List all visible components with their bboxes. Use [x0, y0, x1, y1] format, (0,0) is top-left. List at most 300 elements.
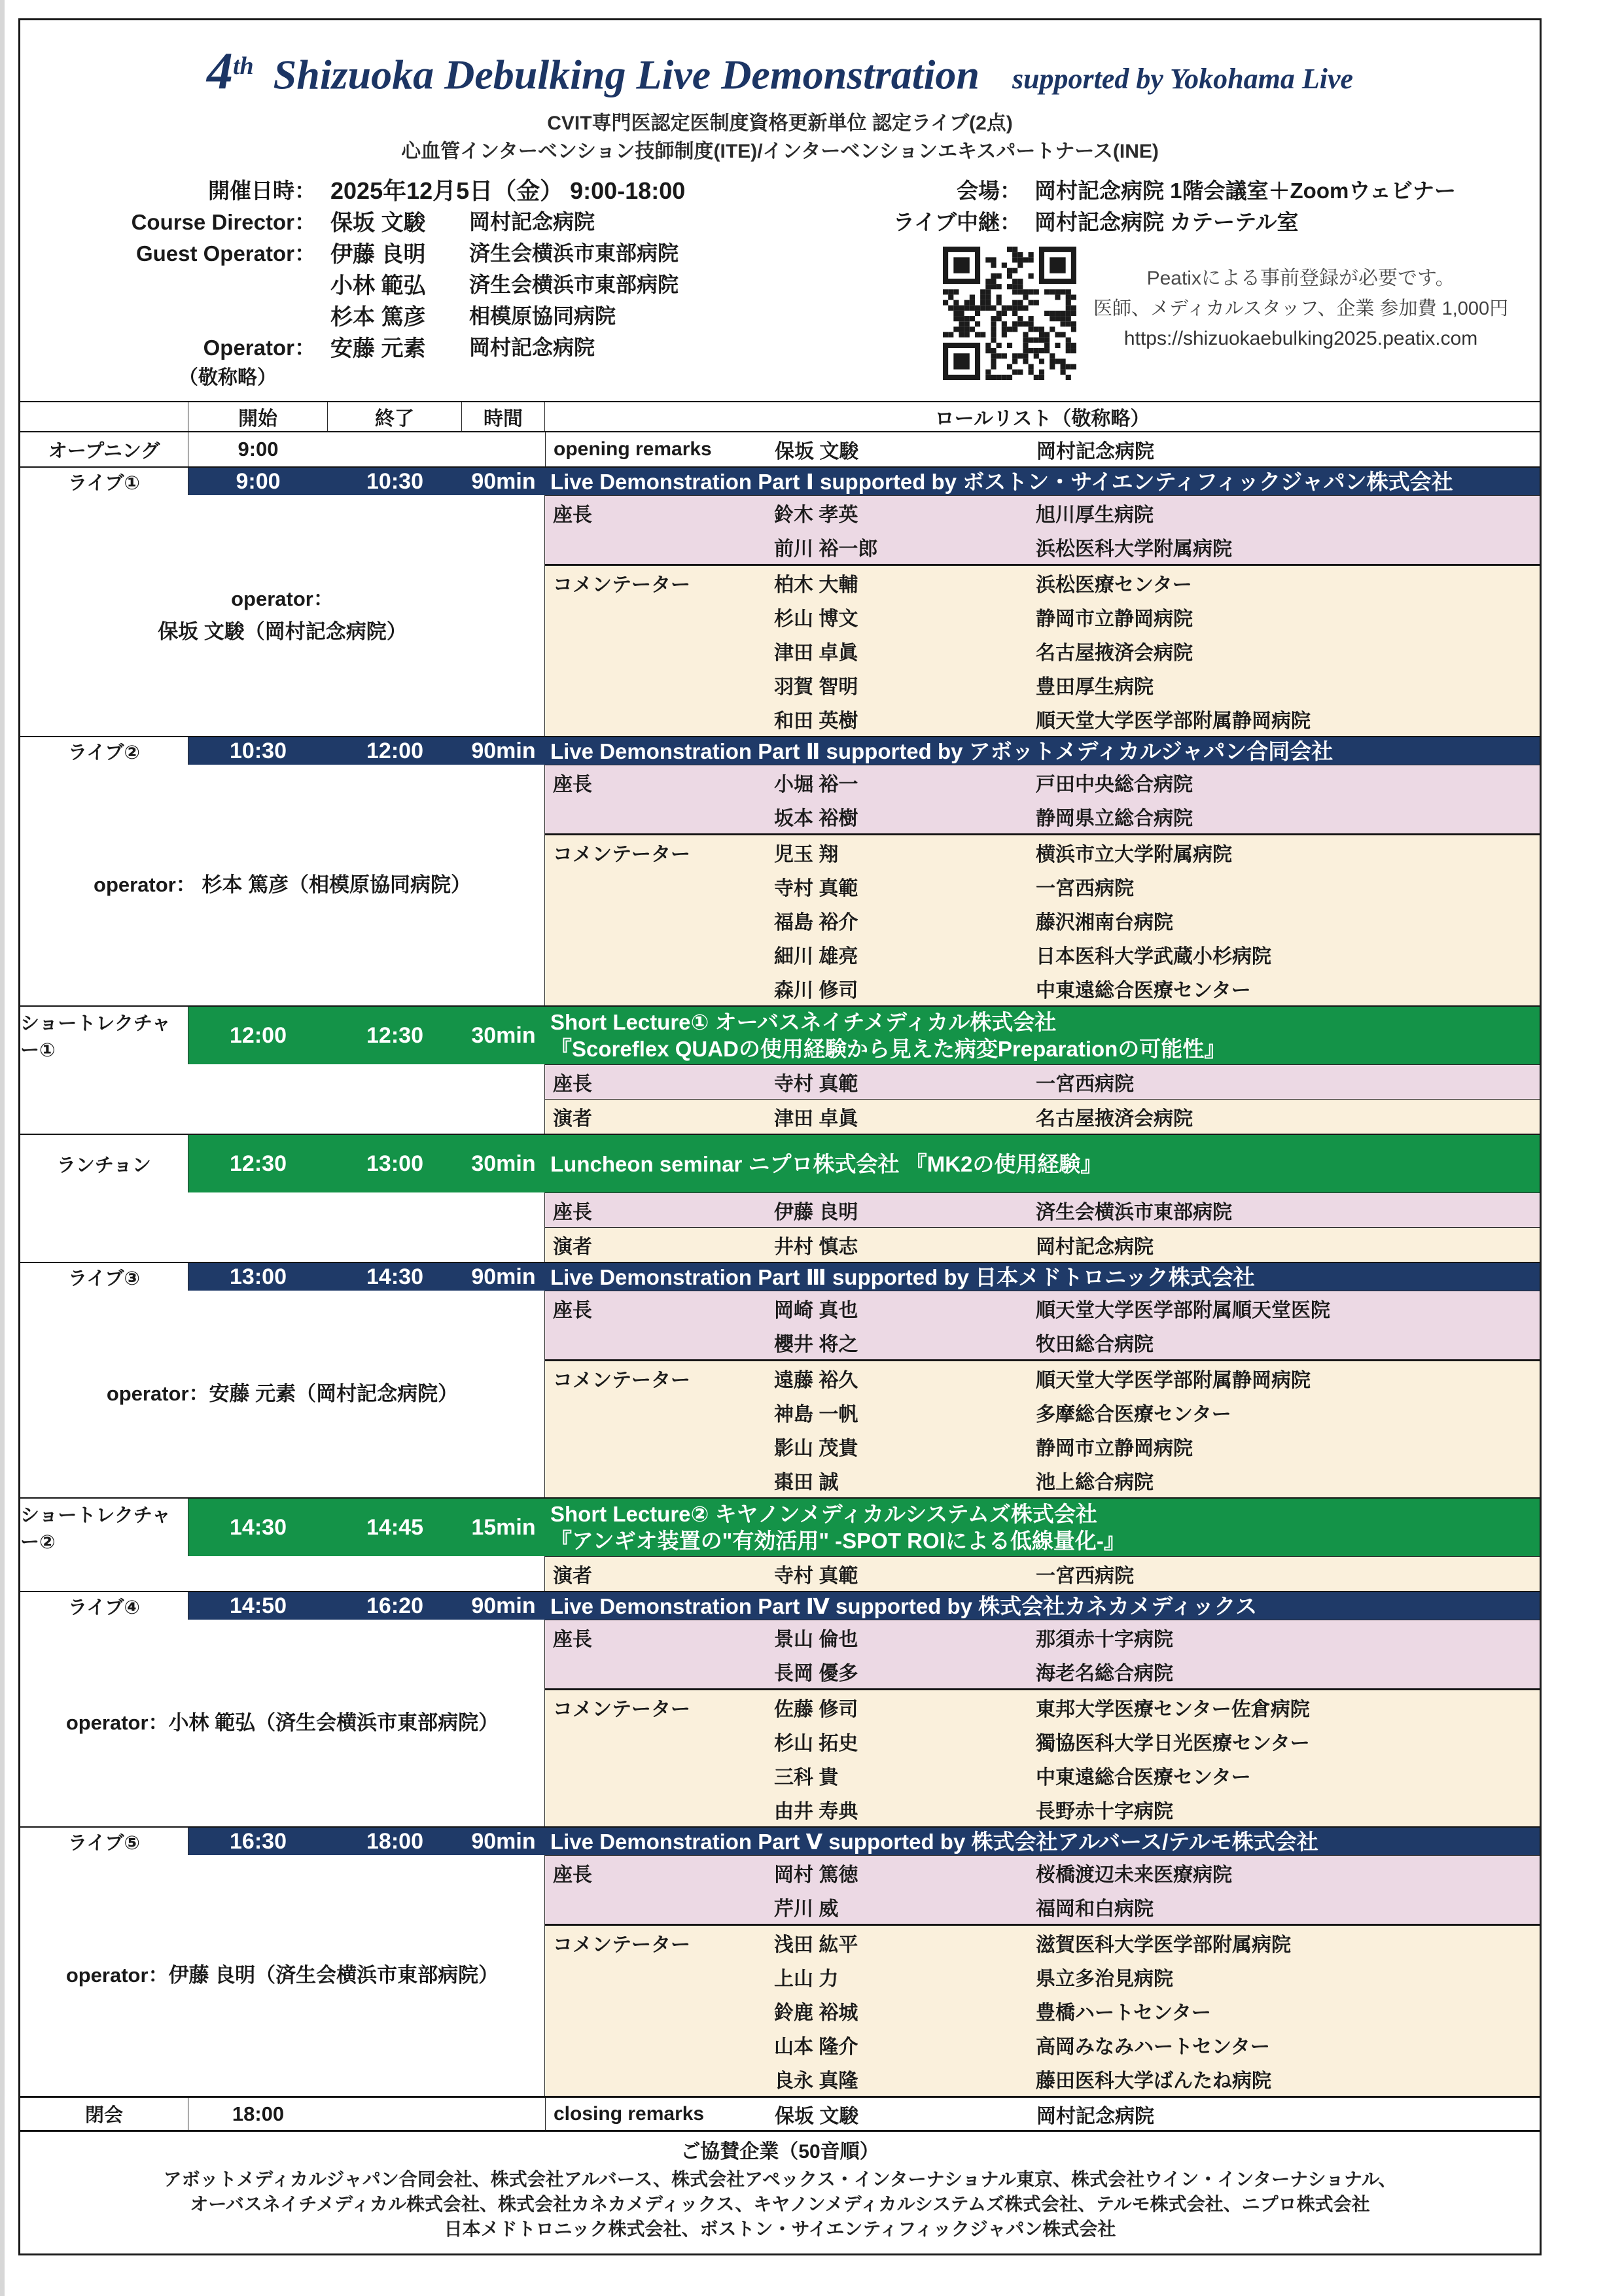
- section-start-time: 14:30: [230, 1514, 287, 1540]
- header-roll-list: ロールリスト（敬称略）: [934, 408, 1150, 430]
- person-name: 影山 茂貴: [774, 1438, 858, 1460]
- person-org: 浜松医科大学附属病院: [1036, 538, 1232, 561]
- closing-label: 閉会: [20, 2098, 188, 2130]
- date-value: 2025年12月5日（金） 9:00-18:00: [330, 177, 686, 204]
- section-title: Live Demonstration Part Ⅲ supported by 日本メドトロニック株式会社: [550, 1264, 1255, 1289]
- person-name: 櫻井 将之: [774, 1334, 858, 1356]
- schedule-section: [20, 736, 1540, 1005]
- section-body: [20, 1556, 1540, 1591]
- person-row: [545, 1361, 1540, 1395]
- role-org: 済生会横浜市東部病院: [469, 241, 679, 266]
- person-org: 多摩総合医療センター: [1036, 1404, 1231, 1426]
- operator-cell: [20, 1291, 545, 1497]
- section-main: [545, 1291, 1540, 1497]
- person-row: [545, 1325, 1540, 1359]
- role-group: [545, 1924, 1540, 2096]
- section-end-time: 13:00: [366, 1151, 423, 1176]
- operator-line: 保坂 文駿（岡村記念病院）: [158, 620, 407, 644]
- section-times: [188, 1135, 545, 1192]
- role-label: 演者: [553, 1565, 592, 1588]
- operator-line: operator：安藤 元素（岡村記念病院）: [106, 1382, 459, 1406]
- person-row: [545, 1856, 1540, 1890]
- person-org: 順天堂大学医学部附属順天堂医院: [1036, 1300, 1330, 1322]
- person-name: 鈴鹿 裕城: [774, 2002, 858, 2025]
- opening-org: 岡村記念病院: [1036, 441, 1154, 463]
- header-end: 終了: [328, 402, 462, 431]
- section-title: Live Demonstration Part Ⅴ supported by 株式会社アルバース/テルモ株式会社: [550, 1829, 1318, 1854]
- person-name: 前川 裕一郎: [774, 538, 878, 561]
- person-row: [545, 1429, 1540, 1463]
- role-label: 座長: [553, 774, 592, 796]
- person-org: 済生会横浜市東部病院: [1036, 1202, 1232, 1224]
- opening-text: opening remarks: [554, 438, 712, 461]
- title-block: [20, 20, 1540, 165]
- section-main: [545, 1192, 1540, 1262]
- person-name: 神島 一帆: [774, 1404, 858, 1426]
- role-group: [545, 495, 1540, 564]
- section-title-block: [550, 1264, 1255, 1291]
- sponsors-line-3: 日本メドトロニック株式会社、ボストン・サイエンティフィックジャパン株式会社: [444, 2219, 1116, 2240]
- section-bar: [188, 1592, 1540, 1620]
- person-name: 上山 力: [774, 1968, 839, 1991]
- person-row: [545, 1724, 1540, 1758]
- person-row: [545, 1654, 1540, 1688]
- person-row: [545, 1890, 1540, 1924]
- section-title-block: [550, 1009, 1226, 1062]
- section-end-time: 16:20: [366, 1593, 423, 1618]
- section-main: [545, 495, 1540, 736]
- role-group: [545, 1099, 1540, 1134]
- person-row: [545, 1395, 1540, 1429]
- section-body: [20, 495, 1540, 736]
- info-block: [20, 173, 1540, 401]
- section-duration: 90min: [471, 1593, 536, 1618]
- header-start: 開始: [188, 402, 328, 431]
- person-name: 小堀 裕一: [774, 774, 858, 796]
- person-org: 横浜市立大学附属病院: [1036, 844, 1232, 866]
- peatix-line-2: 医師、メディカルスタッフ、企業 参加費 1,000円: [1093, 298, 1509, 320]
- opening-speaker: 保坂 文駿: [775, 441, 859, 463]
- person-org: 那須赤十字病院: [1036, 1629, 1173, 1651]
- role-label: Operator：: [203, 335, 316, 360]
- section-title: Live Demonstration Part Ⅱ supported by アボットメディカルジャパン合同会社: [550, 739, 1333, 763]
- role-group: [545, 1227, 1540, 1262]
- scan-edge-artifact: [0, 0, 5, 2296]
- role-group: [545, 765, 1540, 833]
- operator-cell: [20, 1855, 545, 2096]
- person-row: [545, 496, 1540, 530]
- event-title-main: Shizuoka Debulking Live Demonstration: [273, 51, 980, 98]
- person-name: 鈴木 孝英: [774, 504, 858, 527]
- role-row: [20, 299, 685, 330]
- section-body: [20, 765, 1540, 1005]
- peatix-url: https://shizuokaebulking2025.peatix.com: [1123, 328, 1478, 350]
- section-title: 『Scoreflex QUADの使用経験から見えた病変Preparationの可能性』: [550, 1037, 1226, 1062]
- role-group: [545, 833, 1540, 1005]
- person-org: 滋賀医科大学医学部附属病院: [1036, 1934, 1291, 1957]
- section-bar: [188, 737, 1540, 765]
- person-row: [545, 1463, 1540, 1497]
- person-org: 高岡みなみハートセンター: [1036, 2036, 1270, 2059]
- person-name: 森川 修司: [774, 980, 858, 1002]
- role-group: [545, 1359, 1540, 1497]
- person-row: [545, 1926, 1540, 1960]
- person-row: [545, 1557, 1540, 1591]
- section-header-row: [20, 1499, 1540, 1556]
- person-row: [545, 1291, 1540, 1325]
- broadcast-row: [879, 205, 1542, 236]
- section-bar: [188, 1828, 1540, 1855]
- person-row: [545, 971, 1540, 1005]
- section-duration: 30min: [471, 1151, 536, 1176]
- person-name: 津田 卓眞: [774, 1108, 858, 1130]
- role-org: 岡村記念病院: [469, 336, 595, 360]
- section-duration: 15min: [471, 1514, 536, 1540]
- certification-line-1: CVIT専門医認定医制度資格更新単位 認定ライブ(2点): [547, 113, 1013, 135]
- section-title-block: [550, 1501, 1125, 1554]
- sponsors-line-2: オーバスネイチメディカル株式会社、株式会社カネカメディックス、キヤノンメディカルシステムズ株式会社、テルモ株式会社、ニプロ株式会社: [190, 2194, 1370, 2215]
- person-org: 静岡市立静岡病院: [1036, 1438, 1193, 1460]
- honorifics-note-row: [20, 362, 685, 389]
- section-start-time: 12:00: [230, 1022, 287, 1048]
- section-times: [188, 1499, 545, 1556]
- person-name: 羽賀 智明: [774, 676, 858, 699]
- section-title: Luncheon seminar ニプロ株式会社 『MK2の使用経験』: [550, 1151, 1103, 1176]
- person-name: 杉山 拓史: [774, 1733, 858, 1755]
- section-start-time: 12:30: [230, 1151, 287, 1176]
- closing-row: [20, 2096, 1540, 2130]
- person-name: 杉山 博文: [774, 608, 858, 631]
- section-end-time: 14:30: [366, 1264, 423, 1289]
- person-org: 牧田総合病院: [1036, 1334, 1154, 1356]
- person-org: 県立多治見病院: [1036, 1968, 1173, 1991]
- person-org: 日本医科大学武蔵小杉病院: [1036, 946, 1271, 968]
- section-times: [188, 1592, 545, 1620]
- role-org: 岡村記念病院: [469, 210, 595, 234]
- header-label-cell: [20, 402, 188, 431]
- person-org: 一宮西病院: [1036, 878, 1134, 900]
- role-label: 座長: [553, 504, 592, 527]
- role-group: [545, 1620, 1540, 1688]
- person-row: [545, 1960, 1540, 1994]
- section-label: ライブ⑤: [20, 1828, 188, 1855]
- person-row: [545, 869, 1540, 903]
- role-group: [545, 564, 1540, 736]
- role-org: 相模原協同病院: [469, 304, 616, 328]
- role-label: 座長: [553, 1864, 592, 1887]
- peatix-line-1: Peatixによる事前登録が必要です。: [1146, 268, 1455, 290]
- info-right: [879, 173, 1542, 380]
- section-body: [20, 1291, 1540, 1497]
- role-name: 杉本 篤彦: [330, 304, 426, 330]
- section-header-row: [20, 1828, 1540, 1855]
- person-name: 長岡 優多: [774, 1663, 858, 1685]
- qr-code: [943, 247, 1076, 380]
- person-org: 中東遠総合医療センター: [1036, 980, 1251, 1002]
- section-header-row: [20, 1007, 1540, 1064]
- section-title-block: [550, 1151, 1102, 1177]
- section-main: [545, 1620, 1540, 1826]
- closing-time: 18:00: [232, 2102, 285, 2125]
- person-row: [545, 566, 1540, 600]
- operator-cell: [20, 1192, 545, 1262]
- person-org: 岡村記念病院: [1036, 1236, 1154, 1259]
- schedule-section: [20, 1591, 1540, 1826]
- person-org: 順天堂大学医学部附属静岡病院: [1036, 710, 1311, 733]
- role-label: コメンテーター: [553, 574, 690, 597]
- person-name: 棗田 誠: [774, 1472, 839, 1494]
- opening-time: 9:00: [238, 438, 279, 461]
- section-main: [545, 1855, 1540, 2096]
- schedule-section: [20, 1134, 1540, 1262]
- event-title: [20, 36, 1540, 109]
- role-label: コメンテーター: [553, 844, 690, 866]
- section-duration: 90min: [471, 468, 536, 494]
- operator-cell: [20, 495, 545, 736]
- sponsors-box: [20, 2130, 1540, 2253]
- section-title: Live Demonstration Part Ⅰ supported by ボストン・サイエンティフィックジャパン株式会社: [550, 469, 1453, 494]
- venue-row: [879, 173, 1542, 205]
- person-org: 浜松医療センター: [1036, 574, 1192, 597]
- section-label: ライブ④: [20, 1592, 188, 1620]
- role-label: 座長: [553, 1202, 592, 1224]
- person-row: [545, 1193, 1540, 1227]
- operator-cell: [20, 765, 545, 1005]
- person-name: 伊藤 良明: [774, 1202, 858, 1224]
- role-row: [20, 330, 685, 362]
- person-row: [545, 835, 1540, 869]
- section-end-time: 18:00: [366, 1828, 423, 1854]
- section-start-time: 16:30: [230, 1828, 287, 1854]
- section-title: 『アンギオ装置の"有効活用" -SPOT ROIによる低線量化-』: [550, 1529, 1125, 1554]
- person-row: [545, 1620, 1540, 1654]
- person-org: 一宮西病院: [1036, 1073, 1134, 1096]
- person-name: 坂本 裕樹: [774, 808, 858, 830]
- table-header-row: [20, 402, 1540, 432]
- section-duration: 90min: [471, 1264, 536, 1289]
- person-name: 岡崎 真也: [774, 1300, 858, 1322]
- person-row: [545, 1065, 1540, 1099]
- schedule-section: [20, 1005, 1540, 1134]
- person-name: 寺村 真範: [774, 1073, 858, 1096]
- role-group: [545, 1855, 1540, 1924]
- venue-value: 岡村記念病院 1階会議室＋Zoomウェビナー: [1034, 178, 1456, 203]
- operator-line: operator：伊藤 良明（済生会横浜市東部病院）: [65, 1964, 499, 1987]
- role-group: [545, 1688, 1540, 1826]
- section-header-row: [20, 1135, 1540, 1192]
- section-start-time: 13:00: [230, 1264, 287, 1289]
- section-title-block: [550, 1828, 1318, 1855]
- section-header-row: [20, 1592, 1540, 1620]
- section-header-row: [20, 468, 1540, 495]
- section-times: [188, 468, 545, 495]
- person-name: 福島 裕介: [774, 912, 858, 934]
- role-org: 済生会横浜市東部病院: [469, 273, 679, 297]
- person-row: [545, 1792, 1540, 1826]
- operator-cell: [20, 1620, 545, 1826]
- section-bar: [188, 1135, 1540, 1192]
- person-org: 獨協医科大学日光医療センター: [1036, 1733, 1310, 1755]
- section-title-block: [550, 1593, 1257, 1620]
- honorifics-note: （敬称略）: [179, 367, 277, 389]
- section-body: [20, 1855, 1540, 2096]
- role-label: コメンテーター: [553, 1934, 690, 1957]
- header-duration: 時間: [462, 402, 545, 431]
- section-times: [188, 1263, 545, 1291]
- section-end-time: 12:30: [366, 1022, 423, 1048]
- schedule-section: [20, 1497, 1540, 1591]
- role-label: 座長: [553, 1300, 592, 1322]
- person-org: 一宮西病院: [1036, 1565, 1134, 1588]
- person-row: [545, 702, 1540, 736]
- role-name: 小林 範弘: [330, 273, 426, 298]
- operator-line: operator：: [231, 587, 334, 611]
- role-label: 座長: [553, 1629, 592, 1651]
- person-name: 柏木 大輔: [774, 574, 858, 597]
- section-times: [188, 1828, 545, 1855]
- person-row: [545, 1228, 1540, 1262]
- section-duration: 90min: [471, 1828, 536, 1854]
- sponsors-title: ご協賛企業（50音順）: [680, 2141, 879, 2163]
- operator-cell: [20, 1556, 545, 1591]
- section-bar: [188, 468, 1540, 495]
- person-name: 児玉 翔: [774, 844, 839, 866]
- event-number: 4: [206, 43, 233, 101]
- section-duration: 30min: [471, 1022, 536, 1048]
- closing-text: closing remarks: [554, 2102, 705, 2125]
- broadcast-label: ライブ中継：: [892, 209, 1021, 234]
- schedule-section: [20, 1826, 1540, 2096]
- section-title-block: [550, 738, 1333, 765]
- section-label: ショートレクチャー②: [20, 1499, 188, 1556]
- operator-cell: [20, 1064, 545, 1134]
- person-name: 津田 卓眞: [774, 642, 858, 665]
- person-row: [545, 799, 1540, 833]
- person-org: 長野赤十字病院: [1036, 1801, 1173, 1823]
- section-title-block: [550, 468, 1453, 495]
- role-label: コメンテーター: [553, 1370, 690, 1392]
- person-org: 旭川厚生病院: [1036, 504, 1154, 527]
- section-title: Short Lecture② キヤノンメディカルシステムズ株式会社: [550, 1502, 1097, 1527]
- section-end-time: 10:30: [366, 468, 423, 494]
- role-group: [545, 1064, 1540, 1099]
- document: [18, 18, 1542, 2255]
- section-title: Short Lecture① オーバスネイチメディカル株式会社: [550, 1010, 1057, 1035]
- person-row: [545, 2062, 1540, 2096]
- person-name: 井村 慎志: [774, 1236, 858, 1259]
- person-name: 三科 貴: [774, 1767, 839, 1789]
- person-name: 寺村 真範: [774, 1565, 858, 1588]
- section-bar: [188, 1007, 1540, 1064]
- person-org: 中東遠総合医療センター: [1036, 1767, 1251, 1789]
- person-row: [545, 1100, 1540, 1134]
- section-main: [545, 765, 1540, 1005]
- schedule-sections: [20, 466, 1540, 2096]
- person-org: 順天堂大学医学部附属静岡病院: [1036, 1370, 1311, 1392]
- section-times: [188, 1007, 545, 1064]
- person-row: [545, 2028, 1540, 2062]
- person-name: 芹川 威: [774, 1898, 839, 1921]
- role-label: 座長: [553, 1073, 592, 1096]
- person-org: 名古屋掖済会病院: [1036, 642, 1193, 665]
- role-row: [20, 205, 685, 236]
- section-body: [20, 1192, 1540, 1262]
- person-name: 由井 寿典: [774, 1801, 858, 1823]
- person-name: 遠藤 裕久: [774, 1370, 858, 1392]
- certification-line-2: 心血管インターベンション技師制度(ITE)/インターベンションエキスパートナース(INE): [401, 141, 1159, 163]
- role-row: [20, 236, 685, 268]
- person-name: 山本 隆介: [774, 2036, 858, 2059]
- registration-area: [879, 247, 1542, 380]
- section-header-row: [20, 737, 1540, 765]
- section-duration: 90min: [471, 738, 536, 763]
- person-row: [545, 668, 1540, 702]
- person-row: [545, 937, 1540, 971]
- schedule-section: [20, 1262, 1540, 1497]
- section-end-time: 12:00: [366, 738, 423, 763]
- person-org: 名古屋掖済会病院: [1036, 1108, 1193, 1130]
- operator-line: operator：小林 範弘（済生会横浜市東部病院）: [65, 1711, 499, 1735]
- event-number-suffix: th: [232, 52, 254, 80]
- section-start-time: 10:30: [230, 738, 287, 763]
- role-group: [545, 1192, 1540, 1227]
- person-row: [545, 903, 1540, 937]
- person-org: 豊田厚生病院: [1036, 676, 1154, 699]
- section-body: [20, 1064, 1540, 1134]
- person-name: 佐藤 修司: [774, 1699, 858, 1721]
- person-name: 寺村 真範: [774, 878, 858, 900]
- person-row: [545, 530, 1540, 564]
- section-body: [20, 1620, 1540, 1826]
- peatix-info: [1093, 247, 1508, 380]
- broadcast-value: 岡村記念病院 カテーテル室: [1034, 209, 1299, 234]
- section-start-time: 14:50: [230, 1593, 287, 1618]
- section-label: ライブ③: [20, 1263, 188, 1291]
- role-name: 伊藤 良明: [330, 241, 426, 267]
- role-label: 演者: [553, 1236, 592, 1259]
- opening-label: オープニング: [20, 432, 188, 466]
- role-label: Course Director：: [131, 209, 316, 234]
- section-times: [188, 737, 545, 765]
- event-title-supported: supported by Yokohama Live: [1012, 63, 1354, 96]
- person-org: 桜橋渡辺未来医療病院: [1036, 1864, 1232, 1887]
- section-label: ライブ①: [20, 468, 188, 495]
- role-name: 安藤 元素: [330, 336, 426, 361]
- role-group: [545, 1291, 1540, 1359]
- section-main: [545, 1556, 1540, 1591]
- person-row: [545, 1690, 1540, 1724]
- person-row: [545, 634, 1540, 668]
- role-name: 保坂 文駿: [330, 210, 426, 235]
- person-org: 福岡和白病院: [1036, 1898, 1154, 1921]
- person-org: 海老名総合病院: [1036, 1663, 1173, 1685]
- section-title: Live Demonstration Part Ⅳ supported by 株式会社カネカメディックス: [550, 1593, 1258, 1618]
- section-end-time: 14:45: [366, 1514, 423, 1540]
- closing-speaker: 保坂 文駿: [775, 2105, 859, 2127]
- person-row: [545, 765, 1540, 799]
- person-org: 藤沢湘南台病院: [1036, 912, 1173, 934]
- person-org: 戸田中央総合病院: [1036, 774, 1193, 796]
- person-row: [545, 1758, 1540, 1792]
- person-org: 東邦大学医療センター佐倉病院: [1036, 1699, 1310, 1721]
- person-org: 静岡市立静岡病院: [1036, 608, 1193, 631]
- person-name: 岡村 篤徳: [774, 1864, 858, 1887]
- person-name: 細川 雄亮: [774, 946, 858, 968]
- role-label: 演者: [553, 1108, 592, 1130]
- section-bar: [188, 1263, 1540, 1291]
- schedule-table: [20, 401, 1540, 2130]
- date-row: [20, 173, 685, 205]
